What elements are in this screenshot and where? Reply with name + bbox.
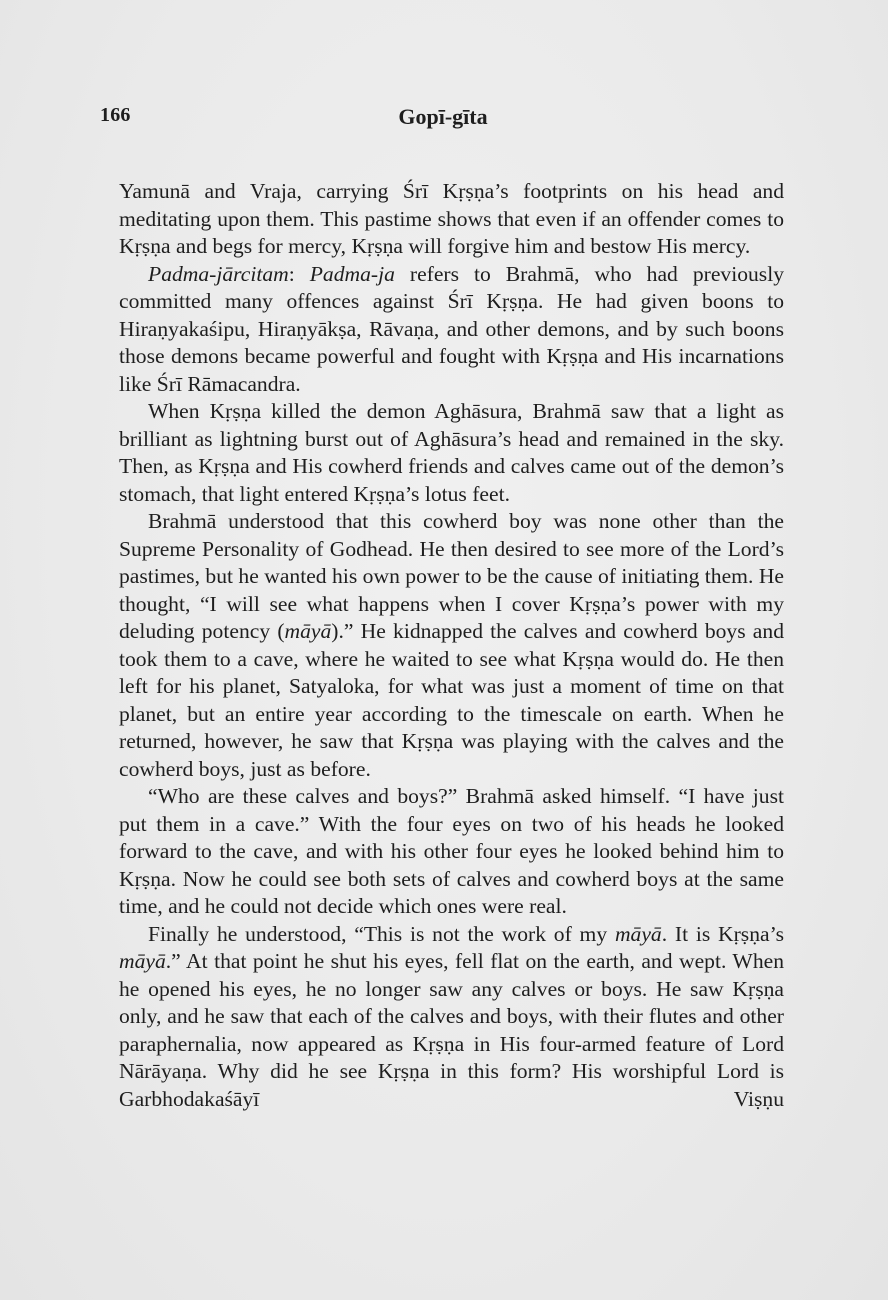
paragraph: “Who are these calves and boys?” Brahmā asked himself. “I have just put them in a cave.” With the four eyes on two of his heads he looked forward to the cave, and with his other four eyes he looked behind him to Kṛṣṇa. Now he could see both sets of calves and cowherd boys at the same time, and he could not decide which ones were real. [119, 784, 784, 918]
text-run: Brahmā understood that this cowherd boy was none other than the Supreme Personality of Godhead. He then desired to see more of the Lord’s pastimes, but he wanted his own power to be the cause of initiating them. He thought, “I will see what happens when I cover Kṛṣṇa’s power with my deluding potency ( [119, 509, 784, 643]
sanskrit-term: māyā [119, 949, 166, 973]
paragraph [119, 921, 784, 1114]
book-title: Gopī-gīta [398, 104, 488, 129]
paragraph [119, 508, 784, 783]
page-number: 166 [100, 104, 131, 126]
body-text [119, 178, 784, 1113]
text-run: refers to Brahmā, who had previously committed many offences against Śrī Kṛṣṇa. He had given boons to Hiraṇyakaśipu, Hiraṇyākṣa, Rāvaṇa, and other demons, and by such boons those demons became powerful and fought with Kṛṣṇa and His incarnations like Śrī Rāmacandra. [119, 261, 784, 396]
running-head [100, 104, 786, 134]
paragraph: When Kṛṣṇa killed the demon Aghāsura, Brahmā saw that a light as brilliant as lightning burst out of Aghāsura’s head and remained in the sky. Then, as Kṛṣṇa and His cowherd friends and calves came out of the demon’s stomach, that light entered Kṛṣṇa’s lotus feet. [119, 399, 784, 506]
paragraph [119, 261, 784, 399]
paragraph: Yamunā and Vraja, carrying Śrī Kṛṣṇa’s footprints on his head and meditating upon them. This pastime shows that even if an offender comes to Kṛṣṇa and begs for mercy, Kṛṣṇa will forgive him and bestow His mercy. [119, 179, 784, 258]
sanskrit-term: māyā [614, 921, 662, 946]
text-run: .” At that point he shut his eyes, fell flat on the earth, and wept. When he opened his eyes, he no longer saw any calves or boys. He saw Kṛṣṇa only, and he saw that each of the calves and boys, with their flutes and other paraphernalia, now appeared as Kṛṣṇa in His four-armed feature of Lord Nārāyaṇa. Why did he see Kṛṣṇa in this form? His worshipful Lord is Garbhodakaśāyī Viṣṇu [119, 949, 784, 1111]
text-run: : [288, 261, 310, 286]
text-run: ).” He kidnapped the calves and cowherd boys and took them to a cave, where he waited to see what Kṛṣṇa would do. He then left for his planet, Satyaloka, for what was just a moment of time on that planet, but an entire year according to the timescale on earth. When he returned, however, he saw that Kṛṣṇa was playing with the calves and the cowherd boys, just as before. [119, 619, 784, 781]
sanskrit-term: māyā [284, 619, 332, 643]
text-run: Finally he understood, “This is not the work of my [148, 921, 615, 946]
text-run: . It is Kṛṣṇa’s [661, 921, 784, 946]
sanskrit-term: Padma-ja [309, 261, 395, 286]
sanskrit-term: Padma-jārcitam [148, 261, 289, 286]
